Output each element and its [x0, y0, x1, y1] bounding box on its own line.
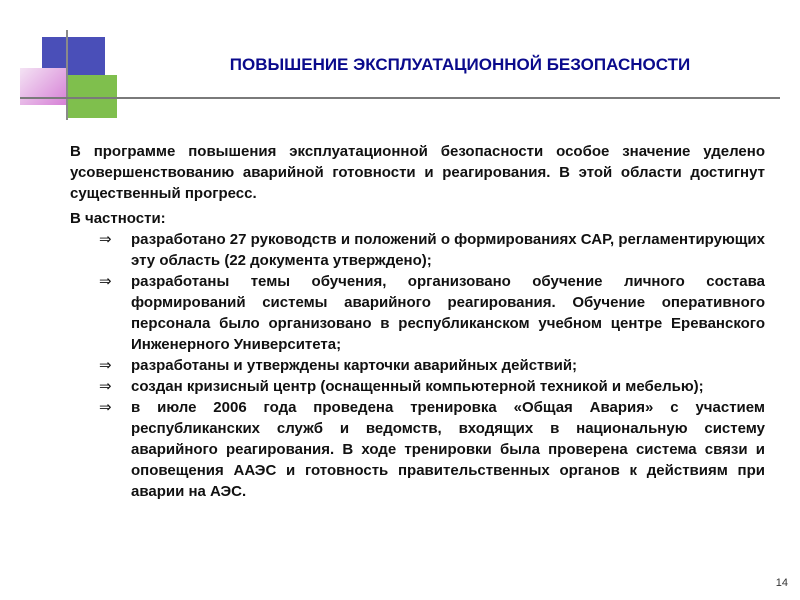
arrow-icon: ⇒ [99, 231, 112, 248]
arrow-icon: ⇒ [99, 399, 112, 416]
bullet-item [99, 376, 765, 397]
page-number: 14 [775, 577, 788, 589]
bullet-text: разработаны и утверждены карточки аварийных действий; [131, 357, 578, 374]
bullet-text: в июле 2006 года проведена тренировка «Общая Авария» с участием республиканских служб и ведомств, входящих в национальную систему аварийного реагирования. В ходе тренировки была проверена система связи и оповещения ААЭС и готовность правительственных органов к действиям при аварии на АЭС. [131, 399, 765, 500]
arrow-icon: ⇒ [99, 357, 112, 374]
bullet-item [99, 355, 765, 376]
bullet-item [99, 229, 765, 271]
slide-title: ПОВЫШЕНИЕ ЭКСПЛУАТАЦИОННОЙ БЕЗОПАСНОСТИ [229, 55, 691, 74]
bullet-item [99, 397, 765, 502]
bullet-item [99, 271, 765, 355]
lead-text: В частности: [70, 210, 166, 227]
title-underline [20, 97, 780, 99]
arrow-icon: ⇒ [99, 273, 112, 290]
bullet-text: разработаны темы обучения, организовано обучение личного состава формирований системы аварийного реагирования. Обучение оперативного персонала было организовано в республиканском учебном центре Ереванского Инженерного Университета; [131, 273, 765, 353]
intro-paragraph: В программе повышения эксплуатационной безопасности особое значение уделено усовершенствованию аварийной готовности и реагирования. В этой области достигнут существенный прогресс. [70, 143, 765, 202]
decor-pink-square [20, 68, 67, 105]
slide-body [70, 141, 765, 502]
bullet-text: создан кризисный центр (оснащенный компьютерной техникой и мебелью); [131, 378, 704, 395]
bullet-text: разработано 27 руководств и положений о формированиях САР, регламентирующих эту область (22 документа утверждено); [131, 231, 765, 269]
arrow-icon: ⇒ [99, 378, 112, 395]
decor-vertical-line [66, 30, 68, 120]
